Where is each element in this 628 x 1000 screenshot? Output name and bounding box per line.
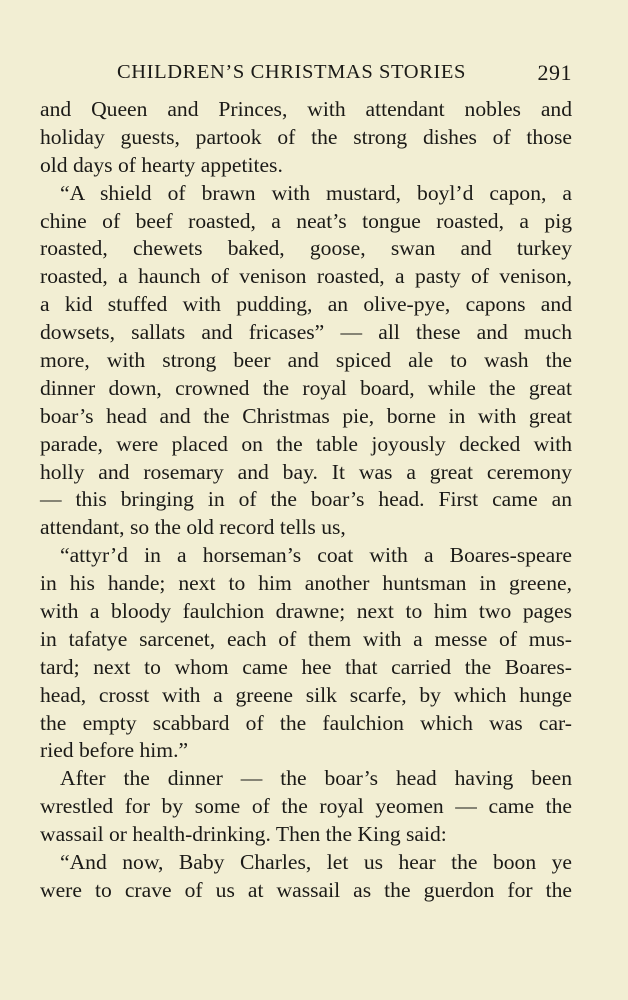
- text-line: roasted, a haunch of venison roasted, a pasty of venison,: [40, 264, 572, 289]
- text-line: holiday guests, partook of the strong dishes of those: [40, 124, 572, 149]
- text-line: were to crave of us at wassail as the guerdon for the: [40, 877, 572, 902]
- text-line: wrestled for by some of the royal yeomen — came the: [40, 794, 572, 819]
- text-line: ried before him.”: [40, 738, 189, 763]
- text-line: boar’s head and the Christmas pie, borne in with great: [40, 403, 572, 428]
- text-line: chine of beef roasted, a neat’s tongue roasted, a pig: [40, 208, 572, 233]
- running-head: [40, 58, 572, 86]
- text-line: more, with strong beer and spiced ale to wash the: [40, 348, 572, 373]
- text-line: roasted, chewets baked, goose, swan and turkey: [40, 236, 572, 261]
- body-text: [40, 96, 572, 905]
- text-line: After the dinner — the boar’s head having been: [60, 766, 572, 791]
- text-line: old days of hearty appetites.: [40, 152, 283, 177]
- text-line: in his hande; next to him another huntsman in greene,: [40, 571, 572, 596]
- text-line: “And now, Baby Charles, let us hear the boon ye: [60, 850, 572, 875]
- text-line: — this bringing in of the boar’s head. First came an: [40, 487, 572, 512]
- text-line: head, crosst with a greene silk scarfe, by which hunge: [40, 682, 572, 707]
- text-line: in tafatye sarcenet, each of them with a messe of mus-: [40, 626, 572, 651]
- text-line: wassail or health-drinking. Then the King said:: [40, 822, 447, 847]
- text-line: “A shield of brawn with mustard, boyl’d capon, a: [60, 180, 572, 205]
- text-line: dowsets, sallats and fricases” — all these and much: [40, 320, 572, 345]
- text-line: parade, were placed on the table joyously decked with: [40, 431, 572, 456]
- text-line: a kid stuffed with pudding, an olive-pye, capons and: [40, 292, 572, 317]
- text-line: tard; next to whom came hee that carried the Boares-: [40, 654, 572, 679]
- text-line: “attyr’d in a horseman’s coat with a Boares-speare: [60, 543, 572, 568]
- page-number: 291: [537, 60, 572, 85]
- text-line: with a bloody faulchion drawne; next to him two pages: [40, 599, 572, 624]
- text-line: holly and rosemary and bay. It was a great ceremony: [40, 459, 572, 484]
- text-line: and Queen and Princes, with attendant nobles and: [40, 97, 572, 121]
- running-title: CHILDREN’S CHRISTMAS STORIES: [117, 61, 467, 83]
- text-line: attendant, so the old record tells us,: [40, 515, 346, 540]
- text-line: dinner down, crowned the royal board, while the great: [40, 375, 572, 400]
- text-line: the empty scabbard of the faulchion which was car-: [40, 710, 572, 735]
